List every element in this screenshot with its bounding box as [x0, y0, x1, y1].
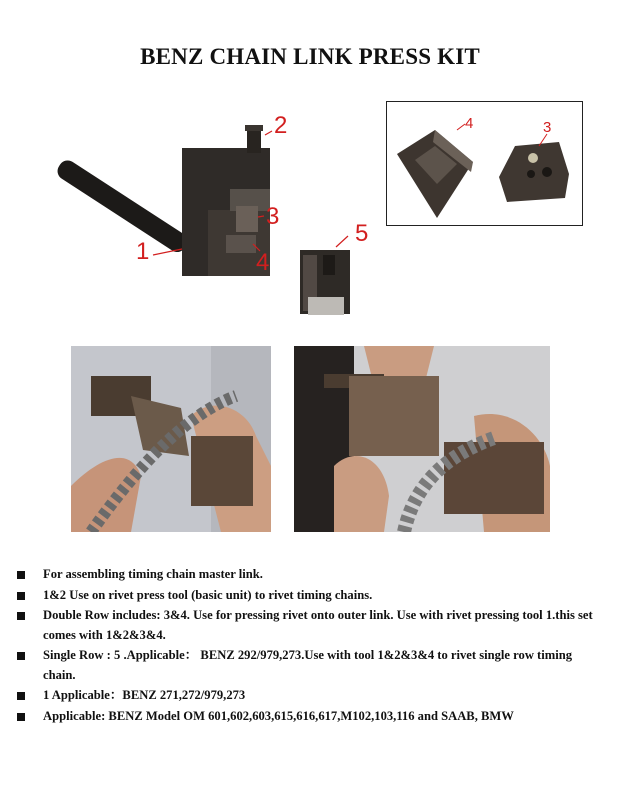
feature-text: For assembling timing chain master link.	[43, 567, 263, 581]
feature-item	[17, 646, 607, 685]
inset-part-4	[397, 130, 473, 218]
feature-item	[17, 606, 607, 645]
inset-callout-3: 3	[543, 119, 552, 136]
bullet-square-icon	[17, 652, 25, 660]
tool-handle	[54, 157, 191, 255]
insert-block-3	[236, 206, 258, 232]
feature-item	[17, 686, 607, 706]
callout-5: 5	[355, 220, 369, 247]
usage-photo-right	[294, 346, 550, 532]
feature-text: Applicable: BENZ Model OM 601,602,603,615,616,617,M102,103,116 and SAAB, BMW	[43, 708, 514, 723]
callout-4: 4	[256, 249, 270, 276]
press-screw	[245, 125, 263, 153]
feature-item	[17, 565, 607, 585]
bullet-square-icon	[17, 592, 25, 600]
callout-1: 1	[136, 238, 150, 265]
insert-block-4	[226, 235, 256, 253]
bullet-square-icon	[17, 571, 25, 579]
bullet-square-icon	[17, 692, 25, 700]
tool-illustration	[40, 105, 380, 335]
page-title: BENZ CHAIN LINK PRESS KIT	[140, 44, 480, 69]
parts-inset	[386, 101, 583, 226]
bullet-square-icon	[17, 612, 25, 620]
callout-2: 2	[274, 112, 288, 139]
inset-callout-4: 4	[465, 115, 474, 132]
part-5-block	[300, 250, 350, 315]
feature-item	[17, 707, 607, 727]
usage-photo-left	[71, 346, 271, 532]
feature-list	[17, 565, 607, 727]
feature-text: Double Row includes: 3&4. Use for pressing rivet onto outer link. Use with rivet pressing tool 1.this set comes with 1&2&3&4.	[43, 608, 593, 642]
feature-text: Single Row : 5 .Applicable： BENZ 292/979,273.Use with tool 1&2&3&4 to rivet single row timing chain.	[43, 648, 573, 682]
callout-3: 3	[266, 203, 280, 230]
feature-text: 1&2 Use on rivet press tool (basic unit) to rivet timing chains.	[43, 587, 373, 602]
inset-part-3	[499, 142, 569, 202]
feature-text: 1 Applicable：BENZ 271,272/979,273	[43, 688, 246, 702]
bullet-square-icon	[17, 713, 25, 721]
inset-illustration	[387, 102, 582, 225]
feature-item	[17, 586, 607, 606]
